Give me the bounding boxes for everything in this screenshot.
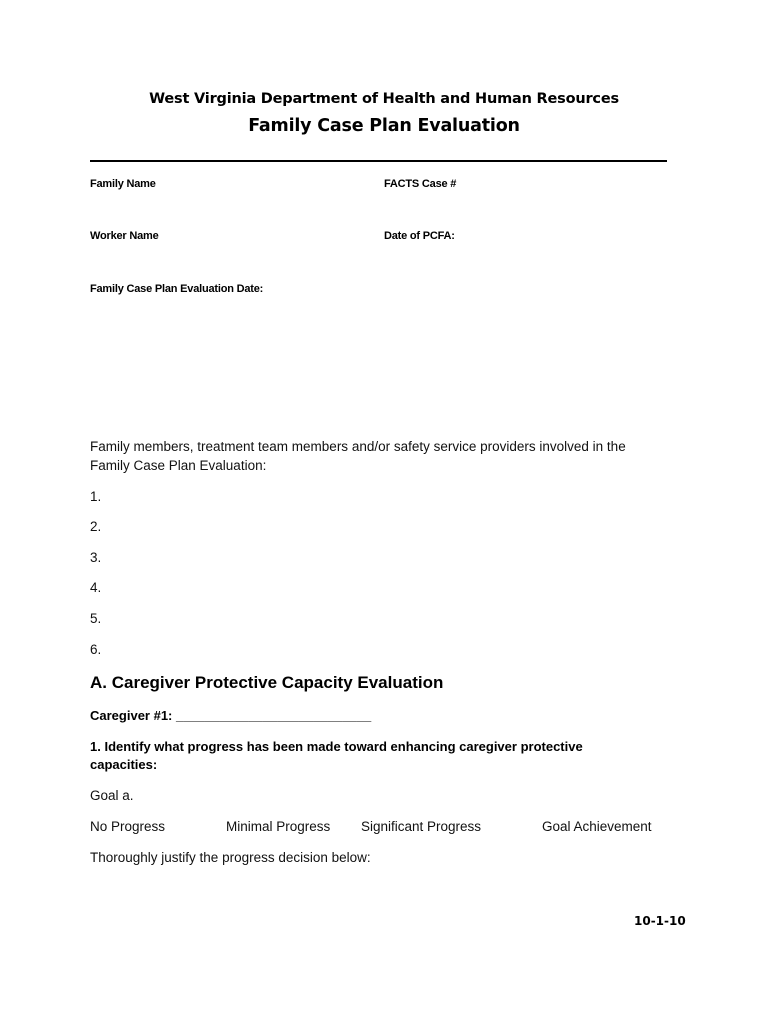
justify-instruction: Thoroughly justify the progress decision below: <box>90 850 371 865</box>
version-footer: 10-1-10 <box>634 914 686 928</box>
section-a-title: A. Caregiver Protective Capacity Evaluation <box>90 673 444 692</box>
participants-intro-line2: Family Case Plan Evaluation: <box>90 458 267 473</box>
option-significant-progress: Significant Progress <box>361 819 482 834</box>
question-1-line2: capacities: <box>90 757 158 772</box>
facts-case-label: FACTS Case # <box>384 178 457 190</box>
family-name-label: Family Name <box>90 178 156 190</box>
header-divider <box>90 160 667 162</box>
participant-number-2: 2. <box>90 519 102 534</box>
participant-number-6: 6. <box>90 642 102 657</box>
participant-number-1: 1. <box>90 489 102 504</box>
evaluation-date-label: Family Case Plan Evaluation Date: <box>90 283 264 295</box>
option-minimal-progress: Minimal Progress <box>226 819 331 834</box>
option-goal-achievement: Goal Achievement <box>542 819 652 834</box>
participant-number-3: 3. <box>90 550 102 565</box>
caregiver-label: Caregiver #1: ___________________________ <box>90 708 372 723</box>
goal-label: Goal a. <box>90 788 134 803</box>
option-no-progress: No Progress <box>90 819 166 834</box>
date-of-pcfa-label: Date of PCFA: <box>384 230 455 242</box>
participant-number-4: 4. <box>90 580 102 595</box>
department-heading: West Virginia Department of Health and Human Resources <box>149 91 619 107</box>
form-title: Family Case Plan Evaluation <box>248 116 520 136</box>
worker-name-label: Worker Name <box>90 230 159 242</box>
question-1-line1: 1. Identify what progress has been made toward enhancing caregiver protective <box>90 739 583 754</box>
participants-intro-line1: Family members, treatment team members and/or safety service providers involved in the <box>90 439 626 454</box>
participant-number-5: 5. <box>90 611 102 626</box>
